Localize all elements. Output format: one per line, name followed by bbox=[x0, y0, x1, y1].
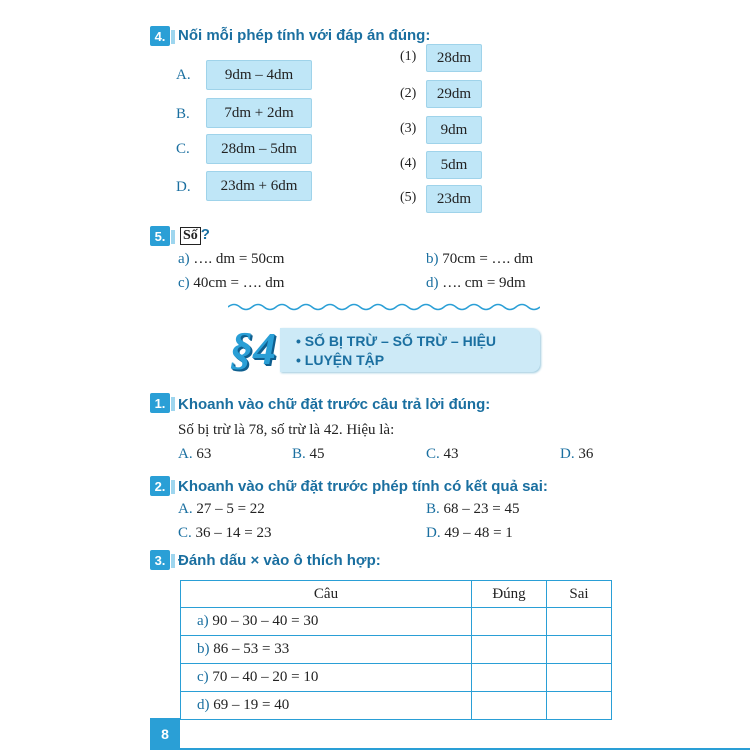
match-left-label-c: C. bbox=[176, 141, 190, 157]
row-b-dung-cell[interactable] bbox=[472, 636, 547, 664]
s1-option-c-text: 43 bbox=[443, 446, 459, 462]
s1-option-a-text: 63 bbox=[196, 446, 212, 462]
ex5-label-c: c) bbox=[178, 275, 190, 291]
row-c-question bbox=[181, 664, 472, 692]
row-b-label: b) bbox=[197, 641, 210, 657]
s1-number: 1. bbox=[150, 393, 170, 413]
s1-option-a[interactable] bbox=[178, 446, 211, 463]
s1-option-d[interactable] bbox=[560, 446, 593, 463]
s2-option-a-label: A. bbox=[178, 501, 193, 517]
row-d-sai-cell[interactable] bbox=[547, 692, 612, 720]
header-sai: Sai bbox=[547, 581, 612, 608]
row-a-sai-cell[interactable] bbox=[547, 608, 612, 636]
answer-table bbox=[180, 580, 612, 720]
ex5-label-a: a) bbox=[178, 251, 190, 267]
s2-option-b-text: 68 – 23 = 45 bbox=[443, 501, 520, 517]
s2-option-a[interactable] bbox=[178, 501, 265, 518]
row-c-sai-cell[interactable] bbox=[547, 664, 612, 692]
match-left-a[interactable]: 9dm – 4dm bbox=[206, 60, 312, 90]
s2-option-b[interactable] bbox=[426, 501, 519, 518]
match-left-label-a: A. bbox=[176, 67, 191, 83]
match-right-1[interactable]: 28dm bbox=[426, 44, 482, 72]
s2-option-c-text: 36 – 14 = 23 bbox=[195, 525, 272, 541]
table-row bbox=[181, 692, 612, 720]
s1-option-c-label: C. bbox=[426, 446, 440, 462]
s1-option-c[interactable] bbox=[426, 446, 459, 463]
question-mark: ? bbox=[200, 226, 210, 243]
row-d-dung-cell[interactable] bbox=[472, 692, 547, 720]
match-left-label-b: B. bbox=[176, 106, 190, 122]
s1-option-b-label: B. bbox=[292, 446, 306, 462]
ex5-text-c: 40cm = …. dm bbox=[193, 275, 285, 291]
ex5-text-b: 70cm = …. dm bbox=[442, 251, 534, 267]
match-left-d[interactable]: 23dm + 6dm bbox=[206, 171, 312, 201]
s2-option-d-label: D. bbox=[426, 525, 441, 541]
row-a-label: a) bbox=[197, 613, 209, 629]
s2-option-d[interactable] bbox=[426, 525, 513, 542]
s2-option-d-text: 49 – 48 = 1 bbox=[444, 525, 513, 541]
s3-title: Đánh dấu × vào ô thích hợp: bbox=[178, 552, 381, 569]
s1-question: Số bị trừ là 78, số trừ là 42. Hiệu là: bbox=[178, 422, 395, 438]
s2-number: 2. bbox=[150, 476, 170, 496]
header-dung: Đúng bbox=[472, 581, 547, 608]
ex5-text-d: …. cm = 9dm bbox=[442, 275, 526, 291]
s1-option-d-text: 36 bbox=[578, 446, 594, 462]
page-number: 8 bbox=[150, 718, 180, 750]
match-right-label-2: (2) bbox=[400, 86, 417, 101]
section-line-1: • SỐ BỊ TRỪ – SỐ TRỪ – HIỆU bbox=[296, 333, 497, 349]
match-right-label-1: (1) bbox=[400, 49, 417, 64]
s1-title: Khoanh vào chữ đặt trước câu trả lời đúng: bbox=[178, 396, 491, 413]
header-cau: Câu bbox=[181, 581, 472, 608]
row-b-sai-cell[interactable] bbox=[547, 636, 612, 664]
s1-option-d-label: D. bbox=[560, 446, 575, 462]
exercise-5-number: 5. bbox=[150, 226, 170, 246]
s1-option-b-text: 45 bbox=[309, 446, 325, 462]
ex5-label-d: d) bbox=[426, 275, 439, 291]
exercise-5-title bbox=[180, 226, 210, 245]
row-d-text: 69 – 19 = 40 bbox=[213, 697, 290, 713]
wavy-divider bbox=[228, 302, 540, 312]
row-d-label: d) bbox=[197, 697, 210, 713]
match-right-4[interactable]: 5dm bbox=[426, 151, 482, 179]
match-left-label-d: D. bbox=[176, 179, 191, 195]
ex5-label-b: b) bbox=[426, 251, 439, 267]
ex5-text-a: …. dm = 50cm bbox=[193, 251, 285, 267]
ex5-item-c bbox=[178, 275, 284, 292]
row-b-text: 86 – 53 = 33 bbox=[213, 641, 290, 657]
ex5-item-d bbox=[426, 275, 526, 292]
so-box: Số bbox=[180, 227, 201, 245]
s2-option-c-label: C. bbox=[178, 525, 192, 541]
match-right-2[interactable]: 29dm bbox=[426, 80, 482, 108]
row-a-question bbox=[181, 608, 472, 636]
match-left-b[interactable]: 7dm + 2dm bbox=[206, 98, 312, 128]
row-a-text: 90 – 30 – 40 = 30 bbox=[212, 613, 319, 629]
s2-option-a-text: 27 – 5 = 22 bbox=[196, 501, 265, 517]
row-c-dung-cell[interactable] bbox=[472, 664, 547, 692]
s2-option-c[interactable] bbox=[178, 525, 271, 542]
match-right-3[interactable]: 9dm bbox=[426, 116, 482, 144]
exercise-4-title: Nối mỗi phép tính với đáp án đúng: bbox=[178, 27, 431, 44]
s1-option-a-label: A. bbox=[178, 446, 193, 462]
section-line-2: • LUYỆN TẬP bbox=[296, 352, 385, 368]
match-right-5[interactable]: 23dm bbox=[426, 185, 482, 213]
exercise-4-number: 4. bbox=[150, 26, 170, 46]
table-row bbox=[181, 664, 612, 692]
match-right-label-5: (5) bbox=[400, 190, 417, 205]
s2-option-b-label: B. bbox=[426, 501, 440, 517]
s1-option-b[interactable] bbox=[292, 446, 325, 463]
ex5-item-b bbox=[426, 251, 533, 268]
s2-title: Khoanh vào chữ đặt trước phép tính có kết quả sai: bbox=[178, 478, 548, 495]
table-header-row bbox=[181, 581, 612, 608]
match-right-label-3: (3) bbox=[400, 121, 417, 136]
row-b-question bbox=[181, 636, 472, 664]
row-a-dung-cell[interactable] bbox=[472, 608, 547, 636]
row-c-label: c) bbox=[197, 669, 209, 685]
ex5-item-a bbox=[178, 251, 284, 268]
table-row bbox=[181, 636, 612, 664]
section-mark: §4 bbox=[230, 323, 276, 374]
s3-number: 3. bbox=[150, 550, 170, 570]
match-right-label-4: (4) bbox=[400, 156, 417, 171]
row-d-question bbox=[181, 692, 472, 720]
table-row bbox=[181, 608, 612, 636]
row-c-text: 70 – 40 – 20 = 10 bbox=[212, 669, 319, 685]
match-left-c[interactable]: 28dm – 5dm bbox=[206, 134, 312, 164]
